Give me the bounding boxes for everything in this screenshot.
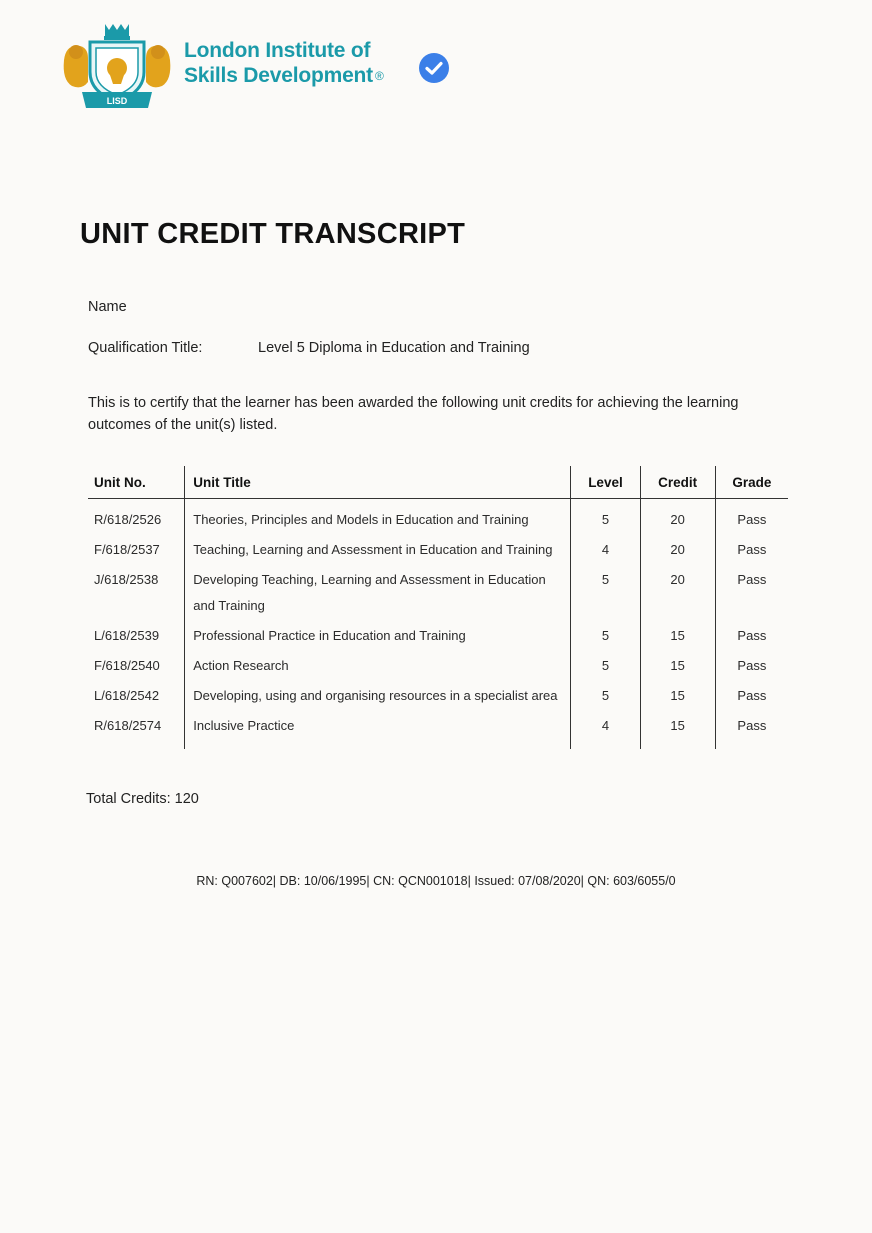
- unit-no-cell: R/618/2574: [94, 718, 162, 733]
- grade-cell: Pass: [715, 533, 788, 563]
- grade-cell: Pass: [715, 709, 788, 749]
- unit-title-cell: Developing Teaching, Learning and Assessment in Education and Training: [185, 563, 571, 619]
- unit-credits-table: [88, 466, 788, 749]
- brand-name-line1: London Institute of: [184, 39, 371, 62]
- qualification-label: Qualification Title:: [88, 340, 203, 356]
- level-cell: 5: [571, 679, 640, 709]
- table-row: [88, 679, 788, 709]
- credit-cell: 15: [640, 709, 715, 749]
- grade-cell: Pass: [715, 563, 788, 619]
- header-level: Level: [571, 466, 640, 499]
- table-row: [88, 619, 788, 649]
- header-grade: Grade: [715, 466, 788, 499]
- credit-cell: 15: [640, 649, 715, 679]
- grade-cell: Pass: [715, 619, 788, 649]
- document-title: UNIT CREDIT TRANSCRIPT: [80, 218, 466, 250]
- level-cell: 5: [571, 619, 640, 649]
- header-unit-title: Unit Title: [185, 466, 571, 499]
- credit-cell: 15: [640, 619, 715, 649]
- name-label: Name: [88, 299, 127, 315]
- svg-text:LISD: LISD: [106, 96, 128, 106]
- brand-name: [184, 38, 384, 89]
- unit-title-cell: Teaching, Learning and Assessment in Education and Training: [185, 533, 571, 563]
- unit-no-cell: J/618/2538: [94, 572, 159, 587]
- certification-statement: This is to certify that the learner has been awarded the following unit credits for achieving the learning outcomes of the unit(s) listed.: [88, 395, 739, 433]
- lisd-crest-logo: [58, 20, 176, 112]
- unit-no-cell: F/618/2537: [94, 542, 160, 557]
- unit-title-cell: Theories, Principles and Models in Education and Training: [185, 499, 571, 534]
- level-cell: 5: [571, 649, 640, 679]
- grade-cell: Pass: [715, 679, 788, 709]
- credit-cell: 20: [640, 499, 715, 534]
- header-credit: Credit: [640, 466, 715, 499]
- brand-header: [58, 20, 458, 112]
- unit-title-cell: Action Research: [185, 649, 571, 679]
- table-row: [88, 649, 788, 679]
- table-row: [88, 533, 788, 563]
- unit-no-cell: R/618/2526: [94, 512, 162, 527]
- unit-no-cell: L/618/2542: [94, 688, 160, 703]
- table-row: [88, 709, 788, 749]
- level-cell: 4: [571, 709, 640, 749]
- table-header-row: [88, 466, 788, 499]
- qualification-value: Level 5 Diploma in Education and Training: [258, 340, 530, 356]
- unit-no-cell: L/618/2539: [94, 628, 160, 643]
- unit-title-cell: Professional Practice in Education and Training: [185, 619, 571, 649]
- unit-title-cell: Inclusive Practice: [185, 709, 571, 749]
- level-cell: 5: [571, 563, 640, 619]
- total-credits: Total Credits: 120: [86, 791, 199, 807]
- grade-cell: Pass: [715, 499, 788, 534]
- credit-cell: 15: [640, 679, 715, 709]
- unit-title-cell: Developing, using and organising resources in a specialist area: [185, 679, 571, 709]
- reference-footer: RN: Q007602| DB: 10/06/1995| CN: QCN001018| Issued: 07/08/2020| QN: 603/6055/0: [196, 874, 676, 888]
- credit-cell: 20: [640, 563, 715, 619]
- header-unit-no: Unit No.: [88, 466, 185, 499]
- grade-cell: Pass: [715, 649, 788, 679]
- level-cell: 4: [571, 533, 640, 563]
- table-row: [88, 499, 788, 534]
- unit-no-cell: F/618/2540: [94, 658, 160, 673]
- level-cell: 5: [571, 499, 640, 534]
- brand-name-line2: Skills Development: [184, 64, 373, 87]
- check-badge-icon: [418, 52, 450, 84]
- table-row: [88, 563, 788, 619]
- registered-mark: ®: [374, 69, 384, 83]
- credit-cell: 20: [640, 533, 715, 563]
